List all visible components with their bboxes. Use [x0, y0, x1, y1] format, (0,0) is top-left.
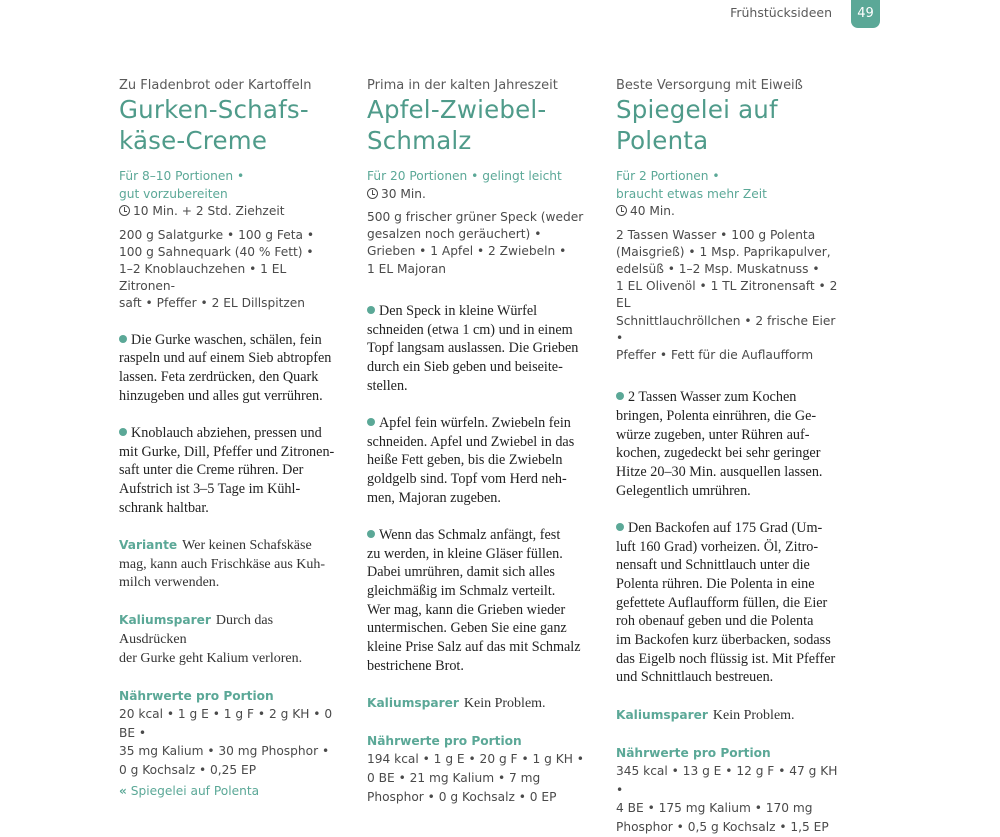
recipe-title: Gurken-Schafs- käse-Creme — [119, 95, 309, 155]
potassium-note: Kaliumsparer Durch das Ausdrücken der Gurke geht Kalium verloren. — [119, 613, 303, 666]
nutrition-heading: Nährwerte pro Portion — [119, 689, 274, 704]
nutrition-values: 20 kcal • 1 g E • 1 g F • 2 g KH • 0 BE • 35 mg Kalium • 30 mg Phosphor • 0 g Kochsalz • 0,25 EP — [119, 707, 333, 778]
bullet-icon — [616, 392, 624, 400]
recipe-kicker: Prima in der kalten Jahreszeit — [367, 78, 558, 93]
double-chevron-left-icon: « — [119, 784, 127, 798]
prep-time: 30 Min. — [367, 186, 593, 204]
bullet-icon — [119, 335, 127, 343]
nutrition-heading: Nährwerte pro Portion — [367, 734, 522, 749]
bullet-icon — [367, 306, 375, 314]
recipe-meta: Für 2 Portionen • braucht etwas mehr Zeit — [616, 169, 767, 201]
recipe-title: Spiegelei auf Polenta — [616, 95, 778, 155]
recipe-step: Die Gurke waschen, schälen, fein raspeln und auf einem Sieb abtropfen lassen. Feta zerdrücken, den Quark hinzugeben und alles gut verrühren. — [119, 331, 332, 404]
ingredient-list: 200 g Salatgurke • 100 g Feta • 100 g Sahnequark (40 % Fett) • 1–2 Knoblauchzehen • 1 EL Zitronen- saft • Pfeffer • 2 EL Dillspitzen — [119, 227, 315, 311]
recipe-step: Wenn das Schmalz anfängt, fest zu werden, in kleine Gläser füllen. Dabei umrühren, damit sich alles gleichmäßig im Schmalz verteilt. Wer mag, kann die Grieben wieder untermischen. Geben Sie eine ganz kleine Prise Salz auf das mit Schmalz bestrichene Brot. — [367, 526, 581, 674]
crossref-label: Spiegelei auf Polenta — [130, 784, 260, 798]
prep-time: 10 Min. + 2 Std. Ziehzeit — [119, 203, 341, 221]
page-number-badge: 49 — [851, 0, 880, 28]
nutrition-values: 345 kcal • 13 g E • 12 g F • 47 g KH • 4 BE • 175 mg Kalium • 170 mg Phosphor • 0,5 g Kochsalz • 1,5 EP — [616, 763, 838, 834]
recipe-kicker: Beste Versorgung mit Eiweiß — [616, 78, 803, 93]
recipe-step: 2 Tassen Wasser zum Kochen bringen, Polenta einrühren, die Ge- würze zugeben, unter Rühren auf- kochen, zugedeckt bei sehr geringer Hitze 20–30 Min. ausquellen lassen. Gelegentlich umrühren. — [616, 389, 823, 499]
nutrition-heading: Nährwerte pro Portion — [616, 745, 771, 760]
bullet-icon — [119, 428, 127, 436]
bullet-icon — [367, 530, 375, 538]
clock-icon — [616, 205, 627, 216]
prep-time: 40 Min. — [616, 203, 844, 221]
recipe-column-2 — [367, 78, 593, 806]
recipe-meta: Für 8–10 Portionen • gut vorzubereiten — [119, 169, 245, 201]
recipe-kicker: Zu Fladenbrot oder Kartoffeln — [119, 78, 312, 93]
recipe-title: Apfel-Zwiebel- Schmalz — [367, 95, 547, 155]
recipe-column-3 — [616, 78, 844, 837]
recipe-step: Knoblauch abziehen, pressen und mit Gurke, Dill, Pfeffer und Zitronen- saft unter die Creme rühren. Der Aufstrich ist 3–5 Tage im Kühl- schrank haltbar. — [119, 424, 335, 516]
bullet-icon — [616, 523, 624, 531]
running-header: Frühstücksideen — [730, 5, 832, 20]
recipe-column-1 — [119, 78, 341, 780]
bullet-icon — [367, 418, 375, 426]
clock-icon — [119, 205, 130, 216]
recipe-step: Den Backofen auf 175 Grad (Um- luft 160 Grad) vorheizen. Öl, Zitro- nensaft und Schnittlauch unter die Polenta rühren. Die Polenta in eine gefettete Auflaufform füllen, die Eier roh obenauf geben und die Polenta im Backofen kurz überbacken, sodass das Eigelb noch flüssig ist. Mit Pfeffer und Schnittlauch bestreuen. — [616, 519, 836, 686]
variant-note: Variante Wer keinen Schafskäse mag, kann auch Frischkäse aus Kuh- milch verwenden. — [119, 537, 326, 591]
clock-icon — [367, 188, 378, 199]
recipe-step: Apfel fein würfeln. Zwiebeln fein schneiden. Apfel und Zwiebel in das heiße Fett geben, bis die Zwiebeln goldgelb sind. Topf vom Herd neh- men, Majoran zugeben. — [367, 414, 575, 506]
recipe-step: Den Speck in kleine Würfel schneiden (etwa 1 cm) und in einem Topf langsam auslassen. Die Grieben durch ein Sieb geben und beiseite- stellen. — [367, 302, 579, 394]
ingredient-list: 500 g frischer grüner Speck (weder gesalzen noch geräuchert) • Grieben • 1 Apfel • 2 Zwiebeln • 1 EL Majoran — [367, 210, 584, 276]
recipe-meta: Für 20 Portionen • gelingt leicht — [367, 169, 562, 183]
nutrition-values: 194 kcal • 1 g E • 20 g F • 1 g KH • 0 BE • 21 mg Kalium • 7 mg Phosphor • 0 g Kochsalz • 0 EP — [367, 752, 584, 804]
ingredient-list: 2 Tassen Wasser • 100 g Polenta (Maisgrieß) • 1 Msp. Paprikapulver, edelsüß • 1–2 Msp. Muskatnuss • 1 EL Olivenöl • 1 TL Zitronensaft • 2 EL Schnittlauchröllchen • 2 frische Eier • Pfeffer • Fett für die Auflaufform — [616, 227, 838, 362]
potassium-note: Kaliumsparer Kein Problem. — [616, 707, 795, 723]
crossref-link-spiegelei[interactable] — [119, 784, 259, 798]
potassium-note: Kaliumsparer Kein Problem. — [367, 695, 546, 711]
